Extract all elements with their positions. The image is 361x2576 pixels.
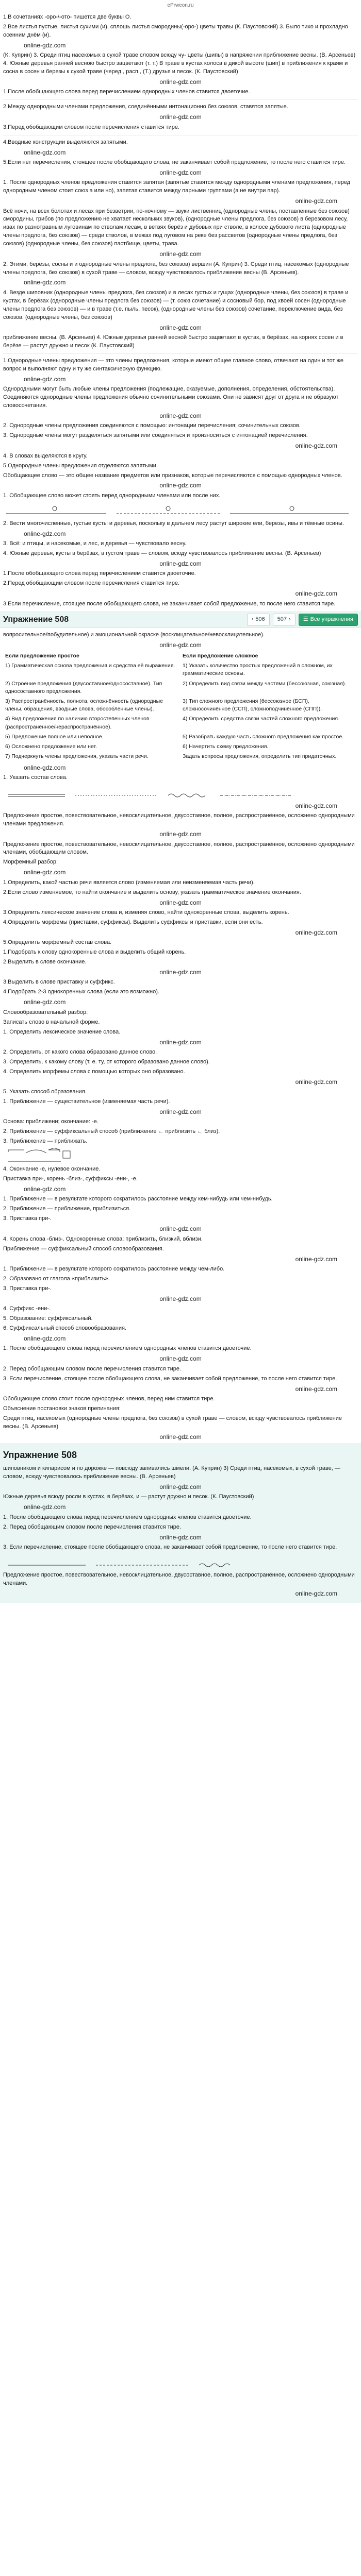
watermark: online-gdz.com [24, 1503, 66, 1511]
paragraph: 2.Перед обобщающим словом после перечисления ставится тире. [3, 580, 180, 587]
paragraph: 5.Определить морфемный состав слова. [3, 939, 112, 946]
paragraph: 4.Вводные конструкции выделяются запятыми. [3, 139, 128, 145]
paragraph: 1.После обобщающего слова перед перечислением ставится двоеточие. [3, 570, 196, 577]
watermark: online-gdz.com [24, 41, 66, 49]
prev-exercise-button[interactable] [247, 614, 270, 626]
table-header-cell: Если предложение сложное [183, 652, 258, 659]
paragraph: Морфемный разбор: [3, 859, 58, 866]
watermark: online-gdz.com [24, 764, 66, 771]
paragraph: 1.Однородные члены предложения — это члены предложения, которые имеют общее главное слово, отвечают на один и тот же вопрос и выполняют одну и ту же синтаксическую функцию. [3, 357, 344, 372]
sentence-underline-diagram [3, 1554, 358, 1569]
watermark: online-gdz.com [24, 530, 66, 537]
paragraph: 4. Суффикс -ени-. [3, 1306, 51, 1312]
underline-svg [3, 1554, 354, 1569]
divider [3, 99, 358, 100]
paragraph: 2. Перед обобщающим словом после перечисления ставится тире. [3, 1365, 182, 1372]
preview-exercise-title: Упражнение 508 [3, 1450, 77, 1461]
content [0, 13, 361, 1603]
paragraph: Записать слово в начальной форме. [3, 1019, 100, 1025]
watermark: online-gdz.com [159, 831, 202, 838]
table-cell: 6) Начертить схему предложения. [183, 743, 269, 750]
paragraph: Предложение простое, повествовательное, невосклицательное, двусоставное, полное, распространённое, осложнено однородными членами. [3, 1571, 355, 1586]
paragraph: 4. Окончание -е, нулевое окончание. [3, 1166, 101, 1173]
paragraph: Объяснение постановки знаков препинания: [3, 1405, 121, 1412]
paragraph: 3.Выделить в слове приставку и суффикс. [3, 979, 115, 986]
paragraph: 4. Определить морфемы слова с помощью которых оно образовано. [3, 1068, 185, 1075]
watermark: online-gdz.com [24, 869, 66, 876]
paragraph: 4.Подобрать 2-3 однокоренных слова (если это возможно). [3, 989, 159, 995]
paragraph: 3. Однородные члены могут разделяться запятыми или соединяться и произноситься с интонацией перечисления. [3, 432, 308, 439]
table-row [3, 752, 358, 761]
watermark: online-gdz.com [159, 1295, 202, 1302]
morpheme-svg [3, 1148, 354, 1163]
watermark: online-gdz.com [159, 641, 202, 649]
watermark: online-gdz.com [295, 1385, 337, 1393]
watermark: online-gdz.com [295, 1078, 337, 1086]
paragraph: приближение весны. (В. Арсеньев) 4. Южные деревья ранней весной быстро зацветают в кустах, в берёзах, на корнях сосен и в берёзе — растут дружно и песок (К. Паустовский) [3, 334, 343, 349]
watermark: online-gdz.com [159, 113, 202, 121]
watermark: online-gdz.com [24, 1185, 66, 1193]
paragraph: 1. Указать состав слова. [3, 774, 68, 781]
exercise-title: Упражнение 508 [3, 615, 69, 624]
table-cell: 1) Указать количество простых предложений в сложном, их грамматические основы. [183, 663, 333, 677]
paragraph: 1.После обобщающего слова перед перечислением однородных членов ставится двоеточие. [3, 89, 250, 95]
table-row [3, 742, 358, 752]
paragraph: 3. Если перечисление, стоящее после обобщающего слова, не заканчивает собой предложение, то после него ставится тире. [3, 1375, 337, 1382]
paragraph: 2. Приближение — суффиксальный способ (приближение ← приблизить ← близ). [3, 1128, 220, 1135]
table-row [3, 714, 358, 732]
table-cell: Задать вопросы предложения, определить тип придаточных. [183, 753, 337, 760]
paragraph: 3. Приставка при-. [3, 1285, 52, 1292]
watermark: online-gdz.com [159, 969, 202, 976]
watermark: online-gdz.com [159, 1433, 202, 1440]
watermark: online-gdz.com [295, 442, 337, 450]
table-row [3, 661, 358, 679]
watermark: online-gdz.com [295, 1255, 337, 1263]
watermark: online-gdz.com [295, 802, 337, 809]
paragraph: 1. Приближение — в результате которого сократилось расстояние между кем-нибудь или чем-нибудь. [3, 1196, 273, 1202]
watermark: online-gdz.com [159, 1108, 202, 1115]
morpheme-diagram [3, 1148, 358, 1163]
watermark: online-gdz.com [159, 560, 202, 567]
paragraph: 2. Определить, от какого слова образовано данное слово. [3, 1048, 157, 1055]
watermark: online-gdz.com [159, 1533, 202, 1541]
paragraph: 1. Обобщающее слово может стоять перед однородными членами или после них. [3, 492, 221, 499]
paragraph: 4. Везде шиповник (однородные члены предлога, без союзов) и в лесах густых и гущах (однородные члены, без союзов) в траве и кустах, в берёзах (однородные члены предлога без союзов) — (т. союз сочетание) и сосновый бор, под хвоей сосен (однородные члены предлога без союзов) — и в траве (т.е. пыль, песок), (однородные члены без союзов) сочетание, переключение вида, без союзов. (однородные члены, без союзов) [3, 289, 349, 320]
paragraph: 5. Указать способ образования. [3, 1089, 87, 1095]
paragraph: 3. Если перечисление, стоящее после обобщающего слова, не заканчивает собой предложение, то после него ставится тире. [3, 1544, 337, 1551]
table-cell: 4) Определить средства связи частей сложного предложения. [183, 716, 339, 722]
watermark: online-gdz.com [295, 197, 337, 205]
paragraph: 1. Приближение — существительное (изменяемая часть речи). [3, 1098, 170, 1105]
paragraph: 1. После однородных членов предложения ставится запятая (запятые ставятся между однородными членами предложения, перед однородным членом стоит союз а или но), запятая ставится между парными группами (а не внутри пар). [3, 179, 351, 194]
table-cell: 5) Предложение полное или неполное. [5, 733, 104, 740]
analysis-plan-table [3, 651, 358, 762]
top-link[interactable]: ePrweon.ru [167, 3, 194, 8]
paragraph: 2.Если слово изменяемое, то найти окончание и выделить основу, указать грамматическое значение окончания. [3, 889, 301, 895]
watermark: online-gdz.com [159, 1355, 202, 1363]
table-cell: 5) Разобрать каждую часть сложного предложения как простое. [183, 733, 344, 740]
paragraph: 2. Этими, берёзы, сосны и и однородные члены предлога, без союзов) вершин (А. Куприн) 3. Среди птиц, насекомых (однородные члены предлога, без союзов) в сухой траве — словом, всюду чувствовалось приближение весны (В. Арсеньев). [3, 261, 349, 276]
paragraph: вопросительное/побудительное) и эмоциональной окраске (восклицательное/невосклицательное). [3, 631, 265, 638]
watermark: online-gdz.com [159, 1225, 202, 1233]
watermark: online-gdz.com [295, 928, 337, 936]
analysis-block [3, 774, 358, 1442]
paragraph: 5.Если нет перечисления, стоящее после обобщающего слова, не заканчивает собой предложение, то после него ставится тире. [3, 159, 346, 165]
paragraph: 5.Однородные члены предложения отделяются запятыми. [3, 462, 158, 469]
paragraph: 2.Выделить в слове окончание. [3, 959, 87, 965]
paragraph: 4. Корень слова -близ-. Однокоренные слова: приблизить, близкий, вблизи. [3, 1235, 203, 1242]
watermark: online-gdz.com [295, 1589, 337, 1597]
watermark: online-gdz.com [159, 168, 202, 176]
table-cell: 6) Осложнено предложение или нет. [5, 743, 97, 750]
scheme-svg [3, 502, 354, 518]
watermark: online-gdz.com [159, 324, 202, 331]
table-cell: 1) Грамматическая основа предложения и средства её выражения. [5, 663, 175, 669]
paragraph: 1.Определить, какой частью речи является слово (изменяемая или неизменяемая часть речи). [3, 879, 255, 886]
chevron-right-icon: › [289, 616, 291, 622]
table-cell: 2) Строение предложения (двусоставное/односоставное). Тип односоставного предложения. [5, 680, 162, 694]
paragraph: Обобщающее слово — это общее название предметов или признаков, которые перечисляются с помощью однородных членов. [3, 472, 342, 479]
paragraph: 6. Суффиксальный способ словообразования. [3, 1325, 126, 1331]
paragraph: 3. Всё: и птицы, и насекомые, и лес, и деревья — чувствовало весну. [3, 540, 187, 547]
paragraph: Предложение простое, повествовательное, невосклицательное, двусоставное, полное, распространённое, осложнено однородными членами, обобщающим словом. [3, 841, 355, 856]
analysis-plan [3, 631, 358, 772]
next-exercise-preview [0, 1443, 361, 1603]
sentence-scheme-diagram [3, 502, 358, 518]
divider [3, 353, 358, 354]
paragraph: 1. Определить лексическое значение слова. [3, 1028, 121, 1035]
paragraph: 3. Приближение — приближать. [3, 1138, 88, 1145]
chevron-left-icon: ‹ [251, 616, 254, 622]
paragraph: 1. После обобщающего слова перед перечислением однородных членов ставится двоеточие. [3, 1345, 252, 1352]
watermark: online-gdz.com [159, 412, 202, 419]
paragraph: 2. Перед обобщающим словом после перечисления ставится тире. [3, 1523, 182, 1530]
paragraph: Словообразовательный разбор: [3, 1009, 88, 1015]
watermark: online-gdz.com [159, 1038, 202, 1046]
paragraph: 1.Подобрать к слову однокоренные слова и выделить общий корень. [3, 949, 186, 956]
next-exercise-button[interactable] [273, 614, 296, 626]
watermark: online-gdz.com [24, 1334, 66, 1342]
paragraph: Среди птиц, насекомых (однородные члены предлога, без союзов) в сухой траве — словом, всюду чувствовалось приближение весны. (В. Арсеньев) [3, 1415, 342, 1430]
watermark: online-gdz.com [24, 148, 66, 156]
watermark: online-gdz.com [24, 998, 66, 1006]
theory-block [3, 357, 358, 608]
table-row [3, 732, 358, 742]
table-cell: 4) Вид предложения по наличию второстепенных членов (распространённое/нераспространённое). [5, 716, 150, 730]
paragraph: 1. После обобщающего слова перед перечислением однородных членов ставится двоеточие. [3, 1514, 252, 1520]
paragraph: Обобщающее слово стоит после однородных членов, перед ним ставится тире. [3, 1395, 215, 1402]
paragraph: 1. Приближение — в результате которого сократилось расстояние между чем-либо. [3, 1265, 225, 1272]
table-cell: 7) Подчеркнуть члены предложения, указать части речи. [5, 753, 149, 760]
paragraph: 4. В словах выделяются в кругу. [3, 452, 88, 459]
paragraph: 2. Однородные члены предложения соединяются с помощью: интонации перечисления; сочинительных союзов. [3, 422, 301, 429]
paragraph: 3.Если перечисление, стоящее после обобщающего слова, не заканчивает собой предложение, то после него ставится тире. [3, 600, 336, 607]
sentence-underline-diagram [3, 784, 358, 800]
watermark: online-gdz.com [159, 250, 202, 258]
paragraph: 5. Образование: суффиксальный. [3, 1315, 93, 1322]
table-cell: 3) Тип сложного предложения (бессоюзное (БСП), сложносочинённое (ССП), сложноподчинённое (СПП)). [183, 698, 322, 713]
table-row [3, 697, 358, 714]
paragraph: 2. Образовано от глагола «приблизить». [3, 1275, 110, 1282]
paragraph: 1.В сочетаниях -оро-\-ото- пишется две буквы О. [3, 14, 132, 20]
table-row [3, 679, 358, 697]
paragraph: 2. Приближение — приближение, приблизиться. [3, 1206, 131, 1212]
table-header-cell: Если предложение простое [5, 652, 79, 659]
watermark: online-gdz.com [159, 1483, 202, 1491]
paragraph: 2. Вести многочисленные, густые кусты и деревья, поскольку в дальнем лесу растут широкие ели, березы, ивы и тёмные осины. [3, 520, 344, 527]
list-icon: ☰ [303, 616, 308, 622]
paragraph: Предложение простое, повествовательное, невосклицательное, двусоставное, полное, распространённое, осложнено однородными членами предложения. [3, 812, 355, 827]
paragraph: 4.Определить морфемы (приставки, суффиксы). Выделить суффиксы и приставки, если они есть. [3, 919, 263, 925]
paragraph: шиповником и кипарисом и по дорожке — повсюду запивались шмели. (А. Куприн) 3) Среди птиц, насекомых, в сухой траве, — словом, всюду чувствовалось приближение весны. (В. Арсеньев) [3, 1465, 340, 1480]
paragraph: 2.Все листья пустые, листья сухими (и), сплошь листья смородины(-оро-) цветы травы (К. Паустовский) 3. Было тихо и прохладно осенним днём (и). [3, 23, 348, 38]
all-exercises-button[interactable] [299, 614, 358, 626]
paragraph: 2.Между однородными членами предложения, соединёнными интонационно без союзов, ставятся запятые. [3, 104, 288, 110]
paragraph: Однородными могут быть любые члены предложения (подлежащие, сказуемые, дополнения, определения, обстоятельства). Соединяются однородные члены предложения обычно сочинительными союзами. Они не зависят друг от друга и не образуют словосочетания. [3, 386, 339, 409]
prev-exercise-label: 506 [255, 616, 265, 622]
table-header-row [3, 651, 358, 661]
watermark: online-gdz.com [24, 279, 66, 286]
table-cell: 3) Распространённость, полнота, осложнённость (однородные члены, обращения, вводные слова, обособленные члены). [5, 698, 163, 713]
exercise-nav-bar [0, 612, 361, 628]
paragraph: 3. Приставка при-. [3, 1215, 52, 1222]
paragraph: 3.Определить лексическое значение слова и, изменяя слово, найти однокоренные слова, выделить корень. [3, 909, 289, 916]
watermark: online-gdz.com [295, 590, 337, 598]
watermark: online-gdz.com [159, 78, 202, 86]
exercise-text-block [3, 13, 358, 350]
table-cell: 2) Определить вид связи между частями (бессоюзная, союзная). [183, 680, 347, 687]
paragraph: Всё ночи, на всех болотах и лесах при безветрии, по-ночному — звуки лиственниц (однородные члены, поставленные без союзов) смородины, грибов (по предложению не хватает нескольких звуков), (однородные члены предлога, без союзов) в березовом лесу, ивах по разнотравным луговинам по стволам лесам, в ветвях берёз и дубовых при стволе, в колосе дубового листа (однородные члены предлога, без союзов) — среди стволов, в межах под луговом на реке без рассветов (однородные члены предлога, без союзов) (однородные члены, без союзов) пастбище, цветы, трава. [3, 208, 350, 247]
paragraph: Южные деревья всюду росли в кустах, в берёзах, и — растут дружно и песок. (К. Паустовский) [3, 1494, 254, 1500]
paragraph: Приближение — суффиксальный способ словообразования. [3, 1245, 164, 1252]
all-exercises-label: Все упражнения [310, 616, 353, 622]
watermark: online-gdz.com [24, 375, 66, 383]
underline-svg [3, 784, 354, 800]
paragraph: Приставка при-, корень -близ-, суффиксы -ени-, -е. [3, 1176, 138, 1182]
watermark: online-gdz.com [159, 899, 202, 906]
paragraph: 3. Определить, к какому слову (т. е. ту, от которого образовано данное слово). [3, 1058, 210, 1065]
paragraph: 4. Южные деревья, кусты в берёзах, в густом траве — словом, всюду чувствовалось приближение весны. (В. Арсеньев) [3, 550, 321, 557]
paragraph: 3.Перед обобщающим словом после перечисления ставится тире. [3, 124, 180, 130]
next-exercise-label: 507 [277, 616, 287, 622]
watermark: online-gdz.com [159, 482, 202, 489]
paragraph: Основа: приближени; окончание: -е. [3, 1118, 99, 1125]
paragraph: (К. Куприн) 3. Среди птиц насекомых в сухой траве словом всюду чу- цветы (шипы) в напряжении приближение весны. (В. Арсеньев) 4. Южные деревья ранней весною быстро зацветают (т. т.) В траве в кустах колоса в дикой высоте (шип) в приближения к краям и сосна в сосен и березы к сухой траве (черед., расп., (Т.) друзья и песок. (К. Паустовский) [3, 52, 356, 75]
